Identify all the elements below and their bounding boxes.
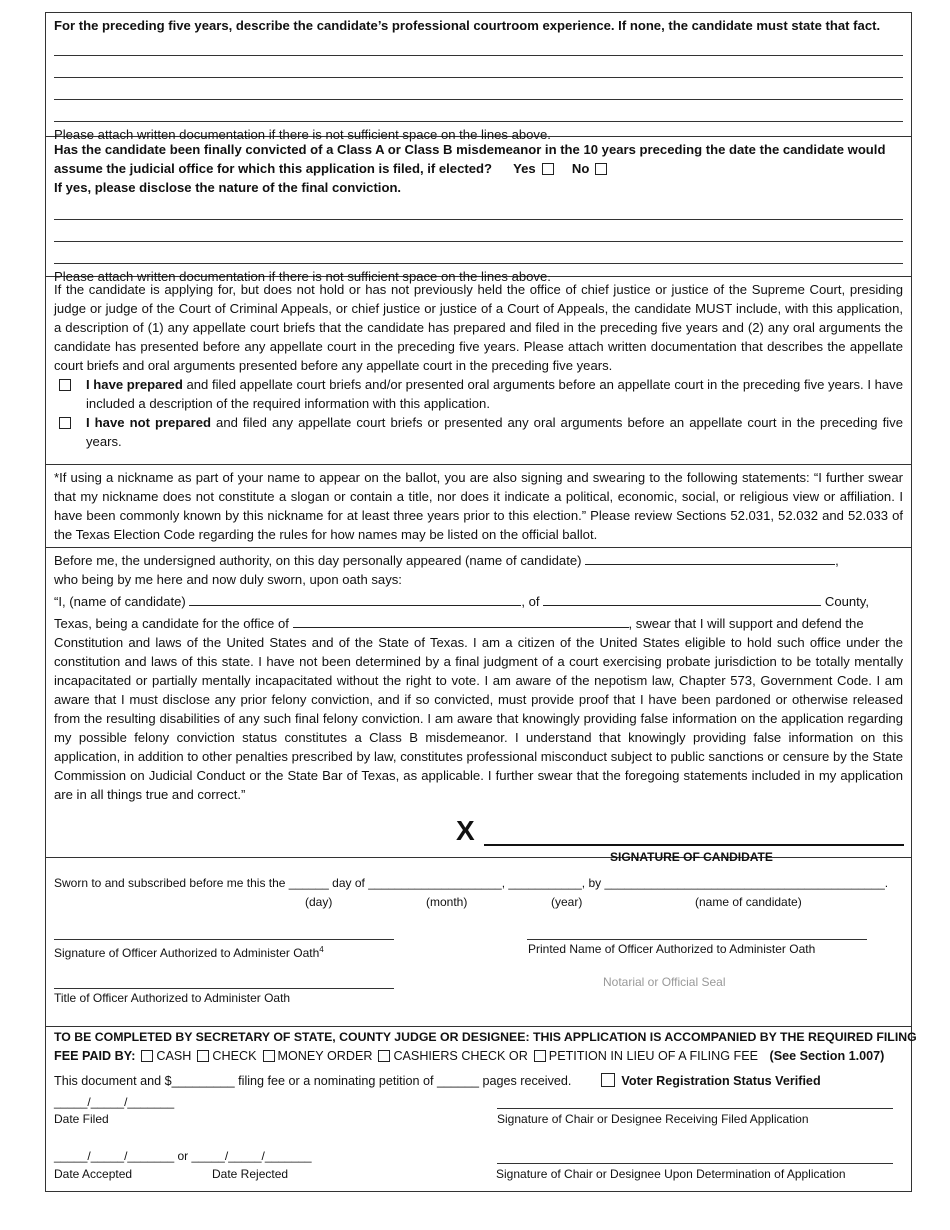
day-caption: (day) (305, 895, 333, 909)
check-label: CHECK (212, 1049, 257, 1063)
notarial-seal: Notarial or Official Seal (603, 975, 726, 989)
name-caption: (name of candidate) (695, 895, 802, 909)
texas-office-label: Texas, being a candidate for the office of (54, 616, 289, 631)
not-prepared-text: and filed any appellate court briefs or presented any oral arguments before an appellate court in the preceding five years. (86, 415, 903, 449)
month-caption: (month) (426, 895, 468, 909)
prepared-checkbox[interactable] (59, 379, 71, 391)
voter-checkbox[interactable] (601, 1073, 615, 1087)
cash-checkbox[interactable] (141, 1050, 153, 1062)
chair-determination-signature-line[interactable] (497, 1163, 893, 1164)
sworn-captions (54, 893, 903, 911)
petition-label: PETITION IN LIEU OF A FILING FEE (548, 1049, 759, 1063)
yes-checkbox[interactable] (542, 163, 554, 175)
candidate-name-field-1[interactable] (585, 551, 835, 565)
date-rejected-field[interactable]: _____/_____/_______ (191, 1149, 312, 1163)
money-order-label: MONEY ORDER (277, 1049, 373, 1063)
appellate-option-not-prepared (54, 413, 903, 451)
date-accepted-rejected-row (54, 1147, 312, 1166)
courtroom-answer-line-4[interactable] (54, 100, 903, 122)
conviction-disclose: If yes, please disclose the nature of the final conviction. (54, 180, 402, 195)
office-use-section (46, 1027, 917, 1191)
date-rejected-label: Date Rejected (212, 1167, 289, 1181)
doc-row (54, 1072, 903, 1091)
cashiers-checkbox[interactable] (378, 1050, 390, 1062)
conviction-question-text: Has the candidate been finally convicted of a Class A or Class B misdemeanor in the 10 years preceding the date the candidate would assume the judicial office for which this application is filed, if elected? (54, 142, 886, 176)
oath-name-row (54, 592, 903, 611)
cash-label: CASH (156, 1049, 192, 1063)
sworn-text-c[interactable]: __________________________________________. (604, 876, 889, 890)
oath-line-1-text: Before me, the undersigned authority, on this day personally appeared (name of candidate) (54, 553, 582, 568)
nickname-text: *If using a nickname as part of your name to appear on the ballot, you are also signing and swearing to the following statements: “I further swear that my nickname does not constitute a slogan or contain a title, nor does it indicate a political, economic, social, or religious view or affiliation. I have been commonly known by this nickname for at least three years prior to this election.” Please review Sections 52.031, 52.032 and 52.033 of the Texas Election Code regarding the rules for how names may be listed on the official ballot. (54, 470, 903, 542)
section-ref: (See Section 1.007) (769, 1049, 885, 1063)
date-filed-label: Date Filed (54, 1112, 109, 1126)
conviction-question (54, 140, 903, 178)
candidate-name-field-2[interactable] (189, 592, 521, 606)
sworn-text-b[interactable]: ____________________, ___________, by (368, 876, 602, 890)
officer-signature-label (54, 940, 324, 963)
courtroom-note: Please attach written documentation if there is not sufficient space on the lines above. (54, 127, 551, 142)
appellate-text: If the candidate is applying for, but does not hold or has not previously held the office of chief justice or justice of the Supreme Court, presiding judge or judge of the Court of Criminal Appeals, or chief justice or justice of a Court of Appeals, the candidate MUST include, with this application, a description of (1) any appellate court briefs that the candidate has prepared and filed in the preceding five years and (2) any oral arguments the candidate has presented before any appellate court in the preceding five years. Please attach written documentation that describes the appellate court briefs and oral arguments presented before any appellate court in the preceding five years. (54, 282, 903, 373)
conviction-answer-line-1[interactable] (54, 197, 903, 220)
date-accepted-field[interactable]: _____/_____/_______ (54, 1149, 175, 1163)
prepared-bold: I have prepared (86, 377, 183, 392)
officer-signature-text: Signature of Officer Authorized to Administer Oath (54, 946, 320, 960)
of-label: , of (521, 594, 540, 609)
oath-line-2: who being by me here and now duly sworn, upon oath says: (54, 572, 402, 587)
not-prepared-bold: I have not prepared (86, 415, 211, 430)
voter-label: Voter Registration Status Verified (621, 1074, 821, 1088)
sworn-section (46, 858, 911, 1027)
application-form (45, 12, 917, 1192)
no-label: No (571, 161, 590, 176)
courtroom-experience-section (46, 13, 911, 142)
appellate-option-prepared (54, 375, 903, 413)
money-order-checkbox[interactable] (263, 1050, 275, 1062)
signature-x: X (456, 815, 475, 846)
petition-checkbox[interactable] (534, 1050, 546, 1062)
date-filed-field[interactable]: _____/_____/_______ (54, 1095, 175, 1109)
year-caption: (year) (551, 895, 583, 909)
fee-paid-label: FEE PAID BY: (54, 1049, 136, 1063)
sworn-line (54, 874, 903, 893)
cashiers-label: CASHIERS CHECK OR (393, 1049, 528, 1063)
i-name-label: “I, (name of candidate) (54, 594, 186, 609)
date-accepted-label: Date Accepted (54, 1167, 133, 1181)
conviction-note: Please attach written documentation if there is not sufficient space on the lines above. (54, 269, 551, 284)
not-prepared-checkbox[interactable] (59, 417, 71, 429)
county-label: County, (824, 594, 870, 609)
oath-body: Constitution and laws of the United States and of the State of Texas. I am a citizen of the United States eligible to hold such office under the constitution and laws of this state. I have not been determined by a final judgment of a court exercising probate jurisdiction to be totally mentally incapacitated or partially mentally incapacitated without the right to vote. I am aware of the nepotism law, Chapter 573, Government Code. I am aware that I must disclose any prior felony conviction, and if so convicted, must provide proof that I have been pardoned or otherwise released from the resulting disabilities of any such final felony conviction. I am aware that knowingly providing false information on the application regarding my possible felony conviction status constitutes a Class B misdemeanor. I understand that knowingly providing false information on this application, in addition to other penalties prescribed by law, constitutes professional misconduct subject to public sanctions or censure by the State Commission on Judicial Conduct or the State Bar of Texas, as applicable. I further swear that the foregoing statements included in my application are in all things true and correct.” (54, 635, 903, 802)
courtroom-answer-line-2[interactable] (54, 56, 903, 78)
courtroom-answer-line-3[interactable] (54, 78, 903, 100)
swear-label: , swear that I will support and defend the (628, 616, 864, 631)
conviction-answer-line-2[interactable] (54, 220, 903, 242)
chair-determination-label: Signature of Chair or Designee Upon Determination of Application (496, 1167, 846, 1181)
chair-filed-label: Signature of Chair or Designee Receiving Filed Application (497, 1112, 809, 1126)
officer-title-label: Title of Officer Authorized to Administer Oath (54, 991, 291, 1005)
office-heading: TO BE COMPLETED BY SECRETARY OF STATE, COUNTY JUDGE OR DESIGNEE: THIS APPLICATION IS ACCOMPANIED BY THE REQUIRED FILING (54, 1030, 917, 1044)
doc-line: This document and $_________ filing fee or a nominating petition of ______ pages received. (54, 1074, 572, 1088)
prepared-text: and filed appellate court briefs and/or presented oral arguments before an appellate court in the preceding five years. I have included a description of the required information with this application. (86, 377, 904, 411)
courtroom-question: For the preceding five years, describe the candidate’s professional courtroom experience. If none, the candidate must state that fact. (54, 18, 881, 33)
printed-name-label: Printed Name of Officer Authorized to Administer Oath (528, 942, 816, 956)
office-field[interactable] (293, 614, 629, 628)
candidate-signature-line[interactable] (484, 844, 904, 846)
conviction-section (46, 137, 911, 284)
courtroom-answer-line-1[interactable] (54, 35, 903, 56)
oath-section (46, 548, 911, 864)
oath-line-1: Before me, the undersigned authority, on this day personally appeared (name of candidate) , (54, 553, 839, 568)
sworn-text-a: Sworn to and subscribed before me this the ______ day of (54, 876, 365, 890)
check-checkbox[interactable] (197, 1050, 209, 1062)
conviction-answer-line-3[interactable] (54, 242, 903, 264)
residence-field[interactable] (543, 592, 821, 606)
or-label: or (177, 1149, 189, 1163)
fee-row (54, 1047, 903, 1066)
candidate-signature-area (54, 814, 903, 862)
chair-filed-signature-line[interactable] (497, 1108, 893, 1109)
signature-label: SIGNATURE OF CANDIDATE (610, 850, 773, 864)
yes-label: Yes (513, 161, 536, 176)
appellate-section (46, 277, 911, 465)
oath-office-row (54, 614, 903, 633)
nickname-section (46, 465, 911, 548)
no-checkbox[interactable] (595, 163, 607, 175)
footnote-marker: 4 (319, 945, 324, 954)
